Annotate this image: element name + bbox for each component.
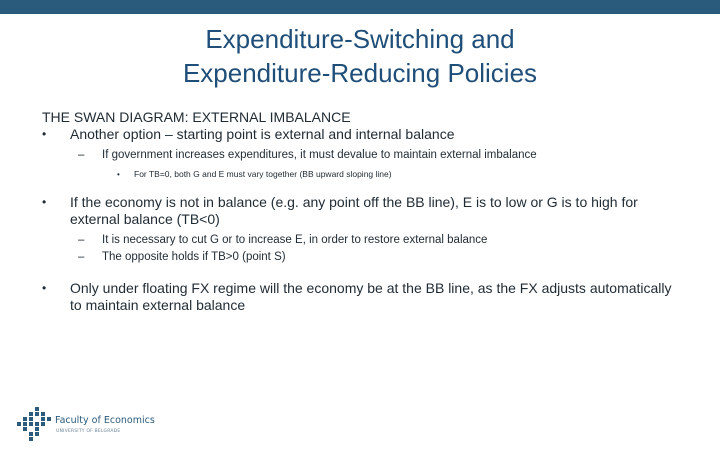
- bullet-text-line-1: Only under floating FX regime will the economy be at the BB line, as the FX adjusts automatically: [70, 280, 672, 296]
- bullet-marker: •: [42, 127, 47, 141]
- sub-bullet-text: If government increases expenditures, it must devalue to maintain external imbalance: [102, 149, 537, 161]
- sub-sub-bullet-tb-zero: [42, 168, 692, 181]
- slide-title-line-2: Expenditure-Reducing Policies: [182, 58, 538, 88]
- sub-bullet-government-expenditures: [42, 147, 692, 164]
- slide-body: [42, 108, 692, 314]
- bullet-another-option: [42, 126, 692, 143]
- top-accent-bar: [0, 0, 720, 14]
- slide-title-line-1: Expenditure-Switching and: [205, 24, 515, 54]
- faculty-dots-icon: [16, 406, 52, 442]
- logo-university-name: UNIVERSITY OF BELGRADE: [56, 429, 121, 434]
- faculty-logo: [16, 406, 176, 442]
- section-heading: THE SWAN DIAGRAM: EXTERNAL IMBALANCE: [42, 109, 351, 125]
- sub-bullet-text: The opposite holds if TB>0 (point S): [102, 251, 286, 263]
- bullet-marker: •: [117, 170, 120, 179]
- bullet-text-line-2: to maintain external balance: [70, 297, 246, 313]
- sub-sub-bullet-text: For TB=0, both G and E must vary together (BB upward sloping line): [134, 169, 392, 179]
- dash-marker: –: [78, 234, 85, 246]
- sub-bullet-cut-g: [42, 232, 692, 249]
- dash-marker: –: [78, 251, 85, 263]
- bullet-text: Another option – starting point is external and internal balance: [70, 126, 455, 142]
- bullet-marker: •: [42, 195, 47, 209]
- sub-bullet-opposite-holds: [42, 249, 692, 266]
- bullet-floating-fx: [42, 280, 692, 314]
- sub-bullet-text: It is necessary to cut G or to increase E, in order to restore external balance: [102, 234, 488, 246]
- bullet-economy-not-in-balance: [42, 194, 692, 228]
- logo-faculty-name: Faculty of Economics: [55, 415, 155, 426]
- slide-title: [0, 22, 720, 90]
- bullet-text-line-1: If the economy is not in balance (e.g. any point off the BB line), E is to low or G is to high for: [70, 194, 638, 210]
- dash-marker: –: [78, 149, 85, 161]
- bullet-text-line-2: external balance (TB<0): [70, 211, 220, 227]
- bullet-marker: •: [42, 281, 47, 295]
